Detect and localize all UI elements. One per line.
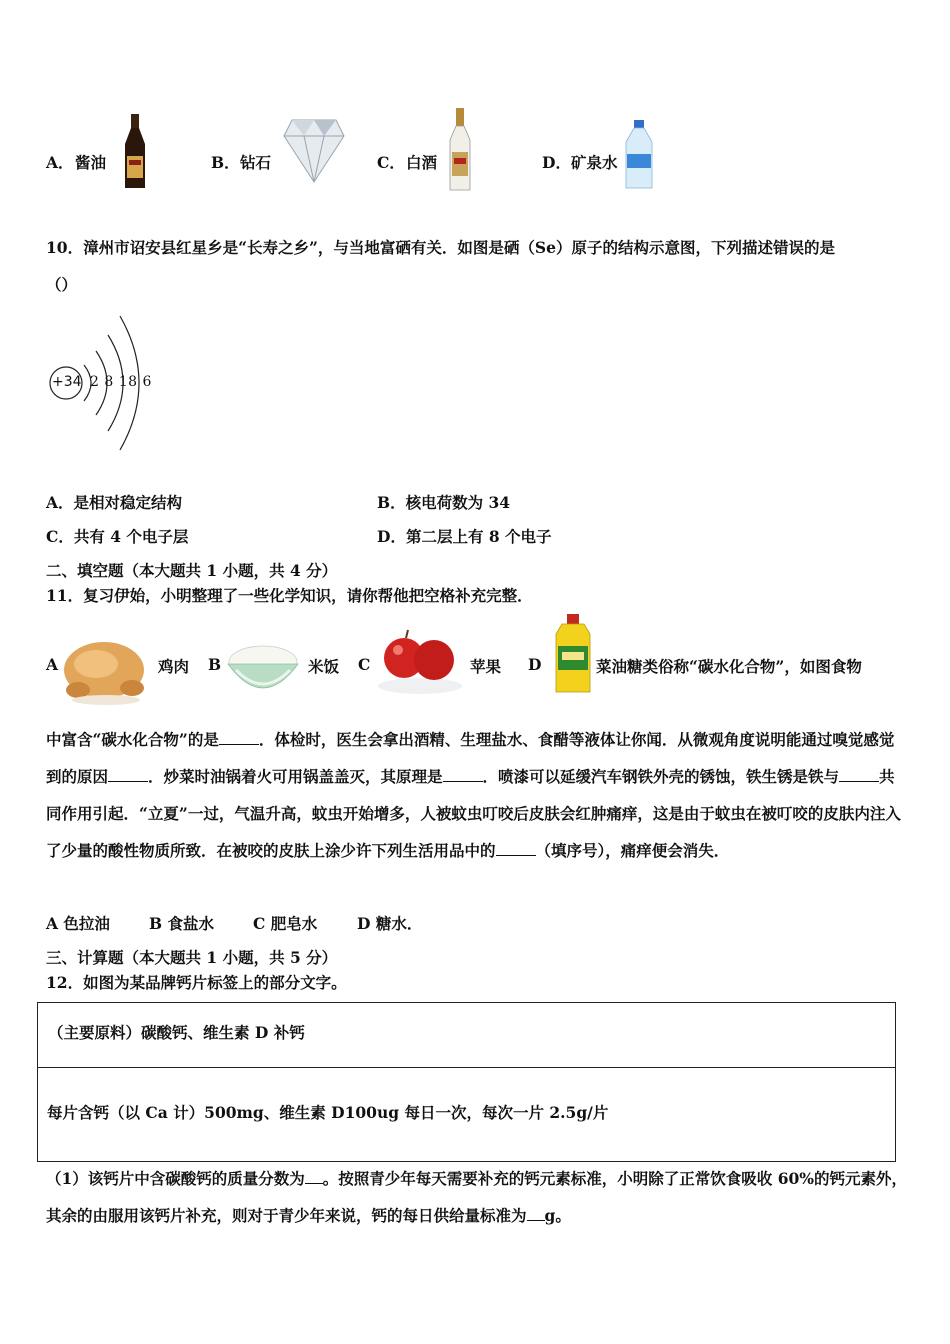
roast-chicken-icon (60, 628, 152, 706)
water-bottle-icon (622, 118, 656, 190)
q9-option-d-letter: D． (542, 153, 571, 172)
q11-p2: ．体检时，医生会拿出酒精、生理盐水、食醋等液体让你闻．从微观角度说明能通过嗅觉感觉到的原因 (46, 730, 895, 786)
soy-sauce-bottle-icon (118, 112, 152, 192)
q10-stem-line1: 10．漳州市诏安县红星乡是“长寿之乡”，与当地富硒有关．如图是硒（Se）原子的结构示意图，下列描述错误的是 (46, 238, 835, 257)
q11-choice-a: A 色拉油 (46, 914, 110, 933)
q11-food-c-text: 苹果 (470, 657, 502, 676)
label-row-content: 每片含钙（以 Ca 计）500mg、维生素 D100ug 每日一次，每次一片 2.5g/片 (47, 1103, 609, 1122)
q12-sub1-a: （1）该钙片中含碳酸钙的质量分数为 (46, 1169, 305, 1188)
shell-electron-counts: 2 8 18 6 (90, 374, 152, 390)
q9-option-a-text: 酱油 (75, 153, 107, 172)
section-2-heading: 二、填空题（本大题共 1 小题，共 4 分） (46, 561, 338, 580)
q11-food-b-text: 米饭 (308, 657, 340, 676)
label-divider (38, 1067, 895, 1068)
q9-option-d-text: 矿泉水 (571, 153, 618, 172)
q10-option-b: B．核电荷数为 34 (377, 493, 511, 512)
answer-blank-3[interactable] (443, 767, 483, 782)
answer-blank-4[interactable] (839, 767, 879, 782)
q11-food-a-text: 鸡肉 (158, 657, 190, 676)
rice-bowl-icon (224, 638, 302, 700)
q10-option-a: A．是相对稳定结构 (46, 493, 183, 512)
nucleus-charge: +34 (52, 374, 82, 390)
q10-stem-line2: （） (46, 275, 78, 294)
q11-choice-c: C 肥皂水 (253, 914, 318, 933)
q9-option-a-letter: A． (46, 153, 74, 172)
answer-blank-7[interactable] (527, 1206, 545, 1221)
q10-option-c: C．共有 4 个电子层 (46, 527, 189, 546)
q11-p5: 共同作用引起．“立夏”一过，气温升高，蚊虫开始增多，人被蚊虫叮咬后皮肤会红肿痛痒，这是由于蚊虫在被叮咬的皮肤内注入了少量的酸性物质所致．在被咬的皮肤上涂少许下列生活用品中的 (46, 767, 901, 860)
q11-p3: ．炒菜时油锅着火可用锅盖盖灭，其原理是 (148, 767, 443, 786)
answer-blank-1[interactable] (219, 730, 259, 745)
q12-sub1 (46, 1160, 908, 1234)
q11-choice-b: B 食盐水 (149, 914, 214, 933)
selenium-atom-diagram (46, 308, 156, 458)
q11-p4: ．喷漆可以延缓汽车钢铁外壳的锈蚀，铁生锈是铁与 (482, 767, 840, 786)
answer-blank-2[interactable] (108, 767, 148, 782)
calcium-label-table (37, 1002, 896, 1162)
diamond-icon (282, 116, 346, 186)
q11-food-a-letter: A (46, 655, 59, 674)
q11-food-b-letter: B (208, 655, 222, 674)
q11-p6: （填序号），痛痒便会消失． (535, 841, 730, 860)
oil-bottle-icon (552, 612, 594, 694)
answer-blank-6[interactable] (305, 1169, 323, 1184)
q11-food-c-letter: C (358, 655, 371, 674)
label-row-ingredients: （主要原料）碳酸钙、维生素 D 补钙 (48, 1023, 305, 1042)
apples-icon (374, 628, 464, 696)
q12-sub1-c: g。 (544, 1206, 571, 1225)
q11-stem: 11．复习伊始，小明整理了一些化学知识，请你帮他把空格补充完整． (46, 586, 533, 605)
q9-option-c-letter: C． (377, 153, 405, 172)
section-3-heading: 三、计算题（本大题共 1 小题，共 5 分） (46, 948, 338, 967)
q11-food-d-letter: D (528, 655, 542, 674)
q11-food-d-text: 菜油糖类俗称“碳水化合物”，如图食物 (596, 657, 862, 676)
q12-stem: 12．如图为某品牌钙片标签上的部分文字。 (46, 973, 347, 992)
liquor-bottle-icon (446, 106, 474, 192)
q9-option-b-letter: B． (211, 153, 240, 172)
answer-blank-5[interactable] (496, 841, 536, 856)
q12-sub1-b: 。按照青少年每天需要补充的钙元素标准，小明除了正常饮食吸收 60%的钙元素外，其余的由服用该钙片补充，则对于青少年来说，钙的每日供给量标准为 (46, 1169, 907, 1225)
q11-choice-d: D 糖水． (357, 914, 423, 933)
q10-option-d: D．第二层上有 8 个电子 (377, 527, 552, 546)
q11-p1: 中富含“碳水化合物”的是 (46, 730, 219, 749)
q9-option-b-text: 钻石 (240, 153, 272, 172)
q9-option-c-text: 白酒 (406, 153, 438, 172)
q11-paragraph (46, 721, 908, 869)
